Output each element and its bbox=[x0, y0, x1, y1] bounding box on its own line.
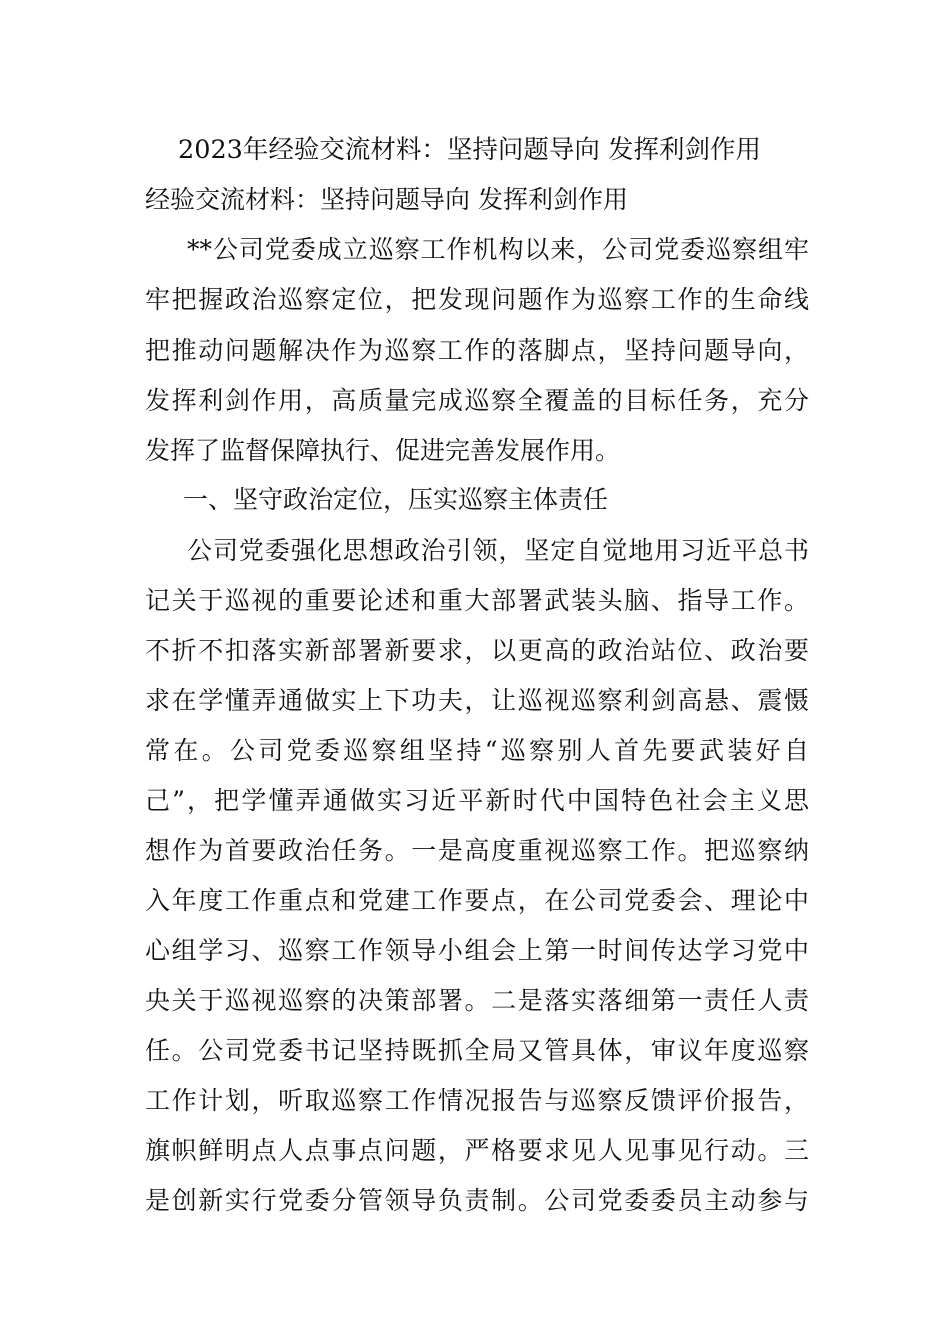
paragraph-line: 工作计划，听取巡察工作情况报告与巡察反馈评价报告， bbox=[145, 1086, 809, 1115]
paragraph-line: 央关于巡视巡察的决策部署。二是落实落细第一责任人责 bbox=[145, 986, 809, 1015]
paragraph-line: 己”，把学懂弄通做实习近平新时代中国特色社会主义思 bbox=[145, 786, 809, 815]
paragraph-line: 任。公司党委书记坚持既抓全局又管具体，审议年度巡察 bbox=[145, 1036, 809, 1065]
paragraph-line: 把推动问题解决作为巡察工作的落脚点，坚持问题导向， bbox=[145, 336, 809, 365]
document-subtitle: 经验交流材料：坚持问题导向 发挥利剑作用 bbox=[145, 185, 628, 214]
paragraph-line: 入年度工作重点和党建工作要点，在公司党委会、理论中 bbox=[145, 886, 809, 915]
document-title: 2023年经验交流材料：坚持问题导向 发挥利剑作用 bbox=[178, 135, 762, 165]
paragraph-line: 想作为首要政治任务。一是高度重视巡察工作。把巡察纳 bbox=[145, 836, 809, 865]
paragraph-line: 公司党委强化思想政治引领，坚定自觉地用习近平总书 bbox=[187, 536, 809, 565]
paragraph-line: 求在学懂弄通做实上下功夫，让巡视巡察利剑高悬、震慑 bbox=[145, 686, 809, 715]
paragraph-line: 不折不扣落实新部署新要求，以更高的政治站位、政治要 bbox=[145, 636, 809, 665]
paragraph-line: 常在。公司党委巡察组坚持“巡察别人首先要武装好自 bbox=[145, 736, 809, 765]
paragraph-line: 旗帜鲜明点人点事点问题，严格要求见人见事见行动。三 bbox=[145, 1136, 809, 1165]
paragraph-line: 发挥利剑作用，高质量完成巡察全覆盖的目标任务，充分 bbox=[145, 386, 809, 415]
section-heading: 一、坚守政治定位，压实巡察主体责任 bbox=[183, 485, 609, 514]
paragraph-line: 牢把握政治巡察定位，把发现问题作为巡察工作的生命线 bbox=[145, 285, 809, 314]
paragraph-line: 是创新实行党委分管领导负责制。公司党委委员主动参与 bbox=[145, 1186, 809, 1215]
paragraph-line: **公司党委成立巡察工作机构以来，公司党委巡察组牢 bbox=[187, 235, 809, 264]
paragraph-line: 记关于巡视的重要论述和重大部署武装头脑、指导工作。 bbox=[145, 586, 809, 615]
paragraph-line: 发挥了监督保障执行、促进完善发展作用。 bbox=[145, 436, 621, 465]
paragraph-line: 心组学习、巡察工作领导小组会上第一时间传达学习党中 bbox=[145, 936, 809, 965]
